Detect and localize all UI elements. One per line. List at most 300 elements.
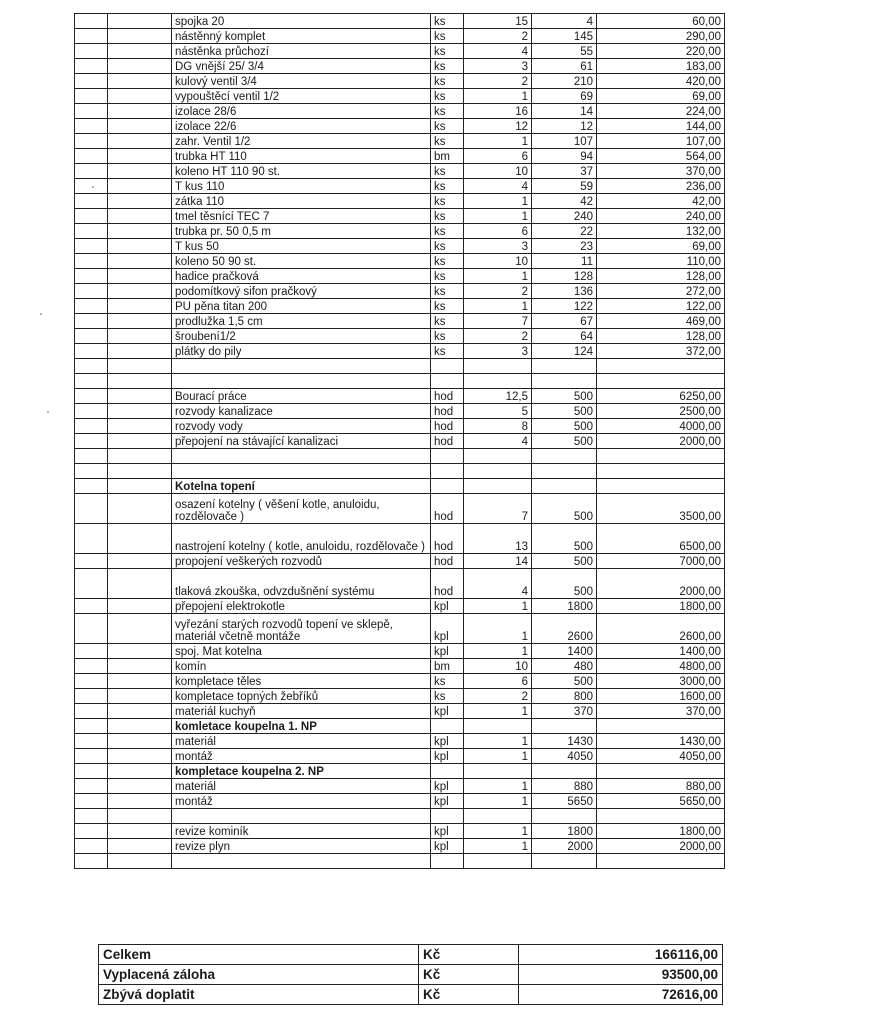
blank-cell	[75, 89, 108, 104]
blank-cell	[75, 149, 108, 164]
item-description: trubka HT 110	[172, 149, 431, 164]
blank-cell	[75, 269, 108, 284]
item-unit-price: 122	[532, 299, 597, 314]
item-total: 1800,00	[597, 824, 725, 839]
item-quantity: 10	[464, 254, 532, 269]
blank-cell	[75, 749, 108, 764]
blank-cell	[108, 389, 172, 404]
item-unit-price: 22	[532, 224, 597, 239]
table-row	[75, 359, 725, 374]
table-row	[75, 269, 725, 284]
item-quantity: 5	[464, 404, 532, 419]
blank-cell	[108, 854, 172, 869]
item-quantity: 12,5	[464, 389, 532, 404]
item-quantity: 4	[464, 434, 532, 449]
item-total: 290,00	[597, 29, 725, 44]
item-description	[172, 449, 431, 464]
item-quantity	[464, 449, 532, 464]
blank-cell	[75, 464, 108, 479]
item-description: Kotelna topení	[172, 479, 431, 494]
item-unit-price: 42	[532, 194, 597, 209]
table-row	[75, 659, 725, 674]
item-description: izolace 28/6	[172, 104, 431, 119]
blank-cell	[75, 284, 108, 299]
item-unit	[431, 854, 464, 869]
blank-cell	[108, 89, 172, 104]
blank-cell	[108, 704, 172, 719]
item-unit-price: 136	[532, 284, 597, 299]
item-unit	[431, 374, 464, 389]
item-description: T kus 110	[172, 179, 431, 194]
item-unit: kpl	[431, 749, 464, 764]
item-description: nástěnný komplet	[172, 29, 431, 44]
blank-cell	[75, 734, 108, 749]
item-unit-price	[532, 359, 597, 374]
item-quantity	[464, 764, 532, 779]
blank-cell	[108, 239, 172, 254]
item-total: 107,00	[597, 134, 725, 149]
item-quantity: 1	[464, 734, 532, 749]
item-unit-price: 145	[532, 29, 597, 44]
item-total: 6250,00	[597, 389, 725, 404]
item-quantity: 1	[464, 269, 532, 284]
item-description: montáž	[172, 794, 431, 809]
item-unit-price: 5650	[532, 794, 597, 809]
item-unit: kpl	[431, 779, 464, 794]
scan-speck	[47, 411, 49, 413]
blank-cell	[75, 794, 108, 809]
scan-speck	[40, 313, 42, 315]
blank-cell	[75, 344, 108, 359]
totals-row	[99, 945, 723, 965]
table-row	[75, 794, 725, 809]
table-row	[75, 764, 725, 779]
table-row	[75, 194, 725, 209]
item-total: 3500,00	[597, 494, 725, 524]
item-total: 564,00	[597, 149, 725, 164]
item-unit-price: 370	[532, 704, 597, 719]
item-total	[597, 479, 725, 494]
item-total: 2600,00	[597, 614, 725, 644]
blank-cell	[108, 359, 172, 374]
item-unit-price: 69	[532, 89, 597, 104]
table-row	[75, 239, 725, 254]
item-total	[597, 854, 725, 869]
blank-cell	[108, 14, 172, 29]
table-row	[75, 824, 725, 839]
blank-cell	[75, 299, 108, 314]
item-unit-price: 61	[532, 59, 597, 74]
item-description: prodlužka 1,5 cm	[172, 314, 431, 329]
blank-cell	[108, 269, 172, 284]
totals-label: Zbývá doplatit	[99, 985, 419, 1005]
blank-cell	[108, 314, 172, 329]
blank-cell	[108, 74, 172, 89]
totals-currency: Kč	[419, 985, 519, 1005]
item-total: 220,00	[597, 44, 725, 59]
table-row	[75, 119, 725, 134]
item-total: 132,00	[597, 224, 725, 239]
item-unit-price: 480	[532, 659, 597, 674]
item-unit: ks	[431, 209, 464, 224]
totals-amount: 166116,00	[519, 945, 723, 965]
blank-cell	[75, 494, 108, 524]
item-quantity: 1	[464, 194, 532, 209]
item-description	[172, 854, 431, 869]
item-quantity: 7	[464, 494, 532, 524]
item-unit	[431, 809, 464, 824]
item-quantity: 2	[464, 329, 532, 344]
table-row	[75, 224, 725, 239]
item-total: 224,00	[597, 104, 725, 119]
table-row	[75, 284, 725, 299]
item-description: šroubení1/2	[172, 329, 431, 344]
item-description: podomítkový sifon pračkový	[172, 284, 431, 299]
item-unit-price	[532, 374, 597, 389]
blank-cell	[108, 29, 172, 44]
blank-cell	[108, 689, 172, 704]
item-unit-price: 500	[532, 404, 597, 419]
table-row	[75, 434, 725, 449]
totals-currency: Kč	[419, 965, 519, 985]
blank-cell	[108, 449, 172, 464]
blank-cell	[108, 494, 172, 524]
blank-cell	[75, 179, 108, 194]
item-unit-price: 55	[532, 44, 597, 59]
table-row	[75, 419, 725, 434]
item-unit-price: 500	[532, 389, 597, 404]
blank-cell	[75, 239, 108, 254]
item-unit-price	[532, 854, 597, 869]
item-unit: ks	[431, 179, 464, 194]
item-quantity: 10	[464, 659, 532, 674]
table-row	[75, 374, 725, 389]
item-unit	[431, 449, 464, 464]
blank-cell	[108, 344, 172, 359]
blank-cell	[75, 254, 108, 269]
item-total: 2000,00	[597, 839, 725, 854]
blank-cell	[75, 329, 108, 344]
item-unit: ks	[431, 29, 464, 44]
item-description: propojení veškerých rozvodů	[172, 554, 431, 569]
item-quantity: 14	[464, 554, 532, 569]
item-description: zahr. Ventil 1/2	[172, 134, 431, 149]
item-unit: ks	[431, 689, 464, 704]
item-unit: ks	[431, 59, 464, 74]
item-total: 183,00	[597, 59, 725, 74]
blank-cell	[108, 659, 172, 674]
item-description: revize kominík	[172, 824, 431, 839]
item-quantity: 10	[464, 164, 532, 179]
blank-cell	[75, 389, 108, 404]
item-description: revize plyn	[172, 839, 431, 854]
item-quantity: 4	[464, 569, 532, 599]
totals-table	[98, 944, 723, 1005]
item-unit-price: 500	[532, 569, 597, 599]
item-unit: ks	[431, 284, 464, 299]
blank-cell	[75, 209, 108, 224]
item-total: 1800,00	[597, 599, 725, 614]
blank-cell	[108, 794, 172, 809]
item-description: montáž	[172, 749, 431, 764]
item-unit-price: 64	[532, 329, 597, 344]
item-unit-price: 1800	[532, 599, 597, 614]
item-total: 420,00	[597, 74, 725, 89]
item-unit: ks	[431, 134, 464, 149]
blank-cell	[108, 749, 172, 764]
item-quantity: 4	[464, 44, 532, 59]
item-unit: ks	[431, 254, 464, 269]
totals-amount: 72616,00	[519, 985, 723, 1005]
blank-cell	[108, 554, 172, 569]
table-row	[75, 254, 725, 269]
table-row	[75, 404, 725, 419]
item-description	[172, 464, 431, 479]
item-total: 372,00	[597, 344, 725, 359]
table-row	[75, 749, 725, 764]
blank-cell	[75, 44, 108, 59]
item-unit-price: 1400	[532, 644, 597, 659]
totals-label: Vyplacená záloha	[99, 965, 419, 985]
blank-cell	[108, 44, 172, 59]
table-row	[75, 614, 725, 644]
item-description: zátka 110	[172, 194, 431, 209]
table-row	[75, 14, 725, 29]
item-unit: ks	[431, 104, 464, 119]
item-unit: hod	[431, 389, 464, 404]
item-total: 4050,00	[597, 749, 725, 764]
item-unit-price: 128	[532, 269, 597, 284]
item-unit-price: 500	[532, 434, 597, 449]
item-total: 122,00	[597, 299, 725, 314]
item-quantity: 1	[464, 599, 532, 614]
item-unit: ks	[431, 74, 464, 89]
blank-cell	[108, 329, 172, 344]
item-unit: kpl	[431, 644, 464, 659]
table-row	[75, 734, 725, 749]
blank-cell	[75, 14, 108, 29]
item-description: izolace 22/6	[172, 119, 431, 134]
item-quantity	[464, 479, 532, 494]
blank-cell	[75, 224, 108, 239]
item-description: Bourací práce	[172, 389, 431, 404]
blank-cell	[108, 809, 172, 824]
item-total: 240,00	[597, 209, 725, 224]
item-unit-price: 59	[532, 179, 597, 194]
item-total: 370,00	[597, 164, 725, 179]
blank-cell	[75, 419, 108, 434]
item-total: 144,00	[597, 119, 725, 134]
item-unit: ks	[431, 224, 464, 239]
blank-cell	[75, 854, 108, 869]
blank-cell	[108, 179, 172, 194]
table-row	[75, 134, 725, 149]
item-quantity: 1	[464, 134, 532, 149]
item-description: kompletace těles	[172, 674, 431, 689]
item-description: tlaková zkouška, odvzdušnění systému	[172, 569, 431, 599]
item-unit-price: 800	[532, 689, 597, 704]
totals-amount: 93500,00	[519, 965, 723, 985]
blank-cell	[108, 734, 172, 749]
table-row	[75, 89, 725, 104]
item-total: 110,00	[597, 254, 725, 269]
item-unit-price: 14	[532, 104, 597, 119]
item-description: PU pěna titan 200	[172, 299, 431, 314]
item-description: kompletace koupelna 2. NP	[172, 764, 431, 779]
item-description: koleno HT 110 90 st.	[172, 164, 431, 179]
item-unit: kpl	[431, 839, 464, 854]
item-quantity: 2	[464, 29, 532, 44]
blank-cell	[75, 719, 108, 734]
item-quantity: 13	[464, 524, 532, 554]
item-total	[597, 809, 725, 824]
item-total: 7000,00	[597, 554, 725, 569]
blank-cell	[75, 29, 108, 44]
item-unit-price	[532, 464, 597, 479]
item-quantity	[464, 719, 532, 734]
table-row	[75, 689, 725, 704]
item-unit: ks	[431, 314, 464, 329]
item-unit-price	[532, 479, 597, 494]
blank-cell	[75, 644, 108, 659]
item-description: materiál	[172, 779, 431, 794]
item-unit-price	[532, 809, 597, 824]
blank-cell	[75, 764, 108, 779]
item-unit: hod	[431, 554, 464, 569]
item-description: plátky do pily	[172, 344, 431, 359]
item-description: rozvody kanalizace	[172, 404, 431, 419]
blank-cell	[75, 104, 108, 119]
item-unit-price: 4050	[532, 749, 597, 764]
item-description: koleno 50 90 st.	[172, 254, 431, 269]
item-total: 69,00	[597, 89, 725, 104]
blank-cell	[108, 839, 172, 854]
table-row	[75, 719, 725, 734]
blank-cell	[75, 704, 108, 719]
table-row	[75, 524, 725, 554]
item-total: 1600,00	[597, 689, 725, 704]
item-unit-price: 4	[532, 14, 597, 29]
table-row	[75, 569, 725, 599]
item-unit-price: 107	[532, 134, 597, 149]
blank-cell	[108, 719, 172, 734]
item-quantity: 1	[464, 614, 532, 644]
item-total: 69,00	[597, 239, 725, 254]
table-row	[75, 179, 725, 194]
item-unit	[431, 464, 464, 479]
table-row	[75, 644, 725, 659]
totals-row	[99, 985, 723, 1005]
item-description: komín	[172, 659, 431, 674]
item-unit: kpl	[431, 794, 464, 809]
blank-cell	[75, 434, 108, 449]
item-quantity	[464, 464, 532, 479]
table-row	[75, 314, 725, 329]
item-description: DG vnější 25/ 3/4	[172, 59, 431, 74]
item-description: přepojení na stávající kanalizaci	[172, 434, 431, 449]
item-quantity: 3	[464, 344, 532, 359]
item-quantity: 1	[464, 779, 532, 794]
blank-cell	[108, 224, 172, 239]
item-unit: ks	[431, 674, 464, 689]
item-unit-price	[532, 449, 597, 464]
item-total	[597, 764, 725, 779]
blank-cell	[108, 149, 172, 164]
blank-cell	[75, 599, 108, 614]
item-total: 469,00	[597, 314, 725, 329]
item-unit: ks	[431, 164, 464, 179]
item-quantity: 6	[464, 149, 532, 164]
blank-cell	[108, 299, 172, 314]
item-unit-price: 11	[532, 254, 597, 269]
item-unit-price: 37	[532, 164, 597, 179]
blank-cell	[108, 599, 172, 614]
table-row	[75, 149, 725, 164]
blank-cell	[108, 674, 172, 689]
blank-cell	[75, 569, 108, 599]
blank-cell	[75, 824, 108, 839]
item-unit-price: 880	[532, 779, 597, 794]
item-total: 5650,00	[597, 794, 725, 809]
item-unit: ks	[431, 299, 464, 314]
blank-cell	[108, 419, 172, 434]
table-row	[75, 809, 725, 824]
blank-cell	[75, 674, 108, 689]
item-quantity: 1	[464, 209, 532, 224]
blank-cell	[108, 524, 172, 554]
blank-cell	[108, 479, 172, 494]
item-unit-price: 1430	[532, 734, 597, 749]
item-description: kompletace topných žebříků	[172, 689, 431, 704]
item-unit: hod	[431, 404, 464, 419]
item-unit	[431, 764, 464, 779]
blank-cell	[108, 254, 172, 269]
item-quantity: 15	[464, 14, 532, 29]
item-total: 4800,00	[597, 659, 725, 674]
item-total: 1400,00	[597, 644, 725, 659]
item-description: kulový ventil 3/4	[172, 74, 431, 89]
item-description: nástěnka průchozí	[172, 44, 431, 59]
item-unit: kpl	[431, 824, 464, 839]
item-unit: ks	[431, 194, 464, 209]
item-unit: kpl	[431, 734, 464, 749]
item-quantity: 6	[464, 224, 532, 239]
item-unit: ks	[431, 239, 464, 254]
totals-row	[99, 965, 723, 985]
item-unit-price: 1800	[532, 824, 597, 839]
item-description: vyřezání starých rozvodů topení ve sklepě, materiál včetně montáže	[172, 614, 431, 644]
item-unit-price: 124	[532, 344, 597, 359]
item-unit: ks	[431, 119, 464, 134]
blank-cell	[75, 374, 108, 389]
item-unit: kpl	[431, 614, 464, 644]
item-total: 2000,00	[597, 569, 725, 599]
item-unit: hod	[431, 419, 464, 434]
item-description: rozvody vody	[172, 419, 431, 434]
item-total: 60,00	[597, 14, 725, 29]
table-row	[75, 329, 725, 344]
item-unit	[431, 479, 464, 494]
item-quantity: 4	[464, 179, 532, 194]
item-total: 2500,00	[597, 404, 725, 419]
item-unit: ks	[431, 329, 464, 344]
item-description	[172, 359, 431, 374]
item-quantity: 1	[464, 299, 532, 314]
item-quantity: 1	[464, 794, 532, 809]
item-unit-price	[532, 764, 597, 779]
item-description: materiál	[172, 734, 431, 749]
blank-cell	[108, 59, 172, 74]
